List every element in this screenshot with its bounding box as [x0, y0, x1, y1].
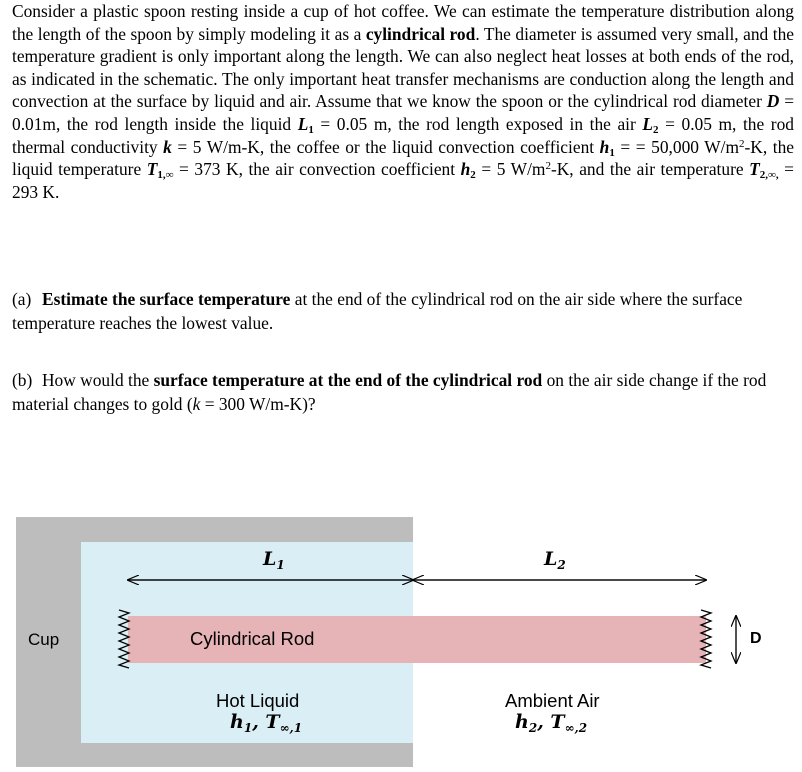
question-b-label: (b) [12, 370, 33, 390]
bold-cylindrical-rod: cylindrical rod [365, 23, 476, 44]
l2-label: $L_2$ [544, 548, 566, 572]
hot-liquid-label: Hot Liquid [216, 690, 300, 711]
adiabatic-hatch-left [119, 610, 129, 668]
cup-label: Cup [28, 630, 60, 649]
adiabatic-hatch-right [701, 610, 711, 668]
question-b-bold: surface temperature at the end of the cylindrical rod [153, 370, 543, 390]
question-b: (b) How would the surface temperature at the end of the cylindrical rod on the air side change if the rod material changes to gold (k = 300 W/m-K)? [12, 370, 767, 414]
rod-label: Cylindrical Rod [190, 628, 315, 649]
d-label: D [750, 630, 762, 647]
l1-label: $L_1$ [263, 548, 285, 572]
question-a-text: at the end of the cylindrical rod on the air side where the surface temperature reaches the lowest value. [12, 289, 743, 333]
problem-statement: Consider a plastic spoon resting inside a cup of hot coffee. We can estimate the temperature distribution along the length of the spoon by simply modeling it as a cylindrical rod. The diameter is assumed very small, and the temperature gradient is only important along the length. We can also neglect heat losses at both ends of the rod, as indicated in the schematic. The only important heat transfer mechanisms are conduction along the length and convection at the surface by liquid and air. Assume that we know the spoon or the cylindrical rod diameter D = 0.01m, the rod length inside the liquid $L_1 = 0.05$ m, the rod length exposed in the air $L_2 = 0.05$ m, the rod thermal conductivity k = 5 W/m-K, the coffee or the liquid convection coefficient $h_1$ = = 50,000 $W/m^2-K$, the liquid temperature $T_{1,\infty} = 373$ K, the air convection coefficient $h_2 = 5$ $W/m^2-K$, and the air temperature $T_{2,\infty,} = 293$ K. [12, 1, 794, 202]
liquid-properties: $h_1$, $T_{\infty,1}$ [230, 711, 303, 735]
air-properties: $h_2$, $T_{\infty,2}$ [515, 711, 588, 735]
question-a-bold: Estimate the surface temperature [42, 289, 291, 309]
ambient-air-label: Ambient Air [505, 690, 600, 711]
question-a-label: (a) [12, 289, 32, 309]
